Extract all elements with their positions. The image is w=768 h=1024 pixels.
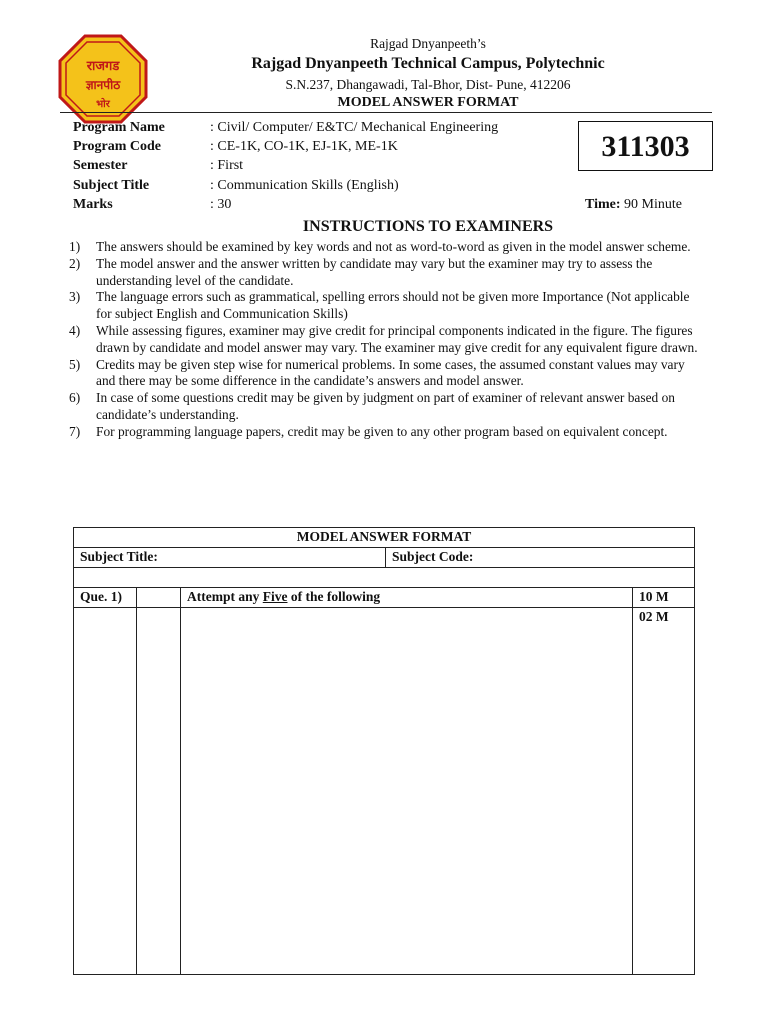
model-answer-table — [73, 527, 695, 975]
table-col-divider — [632, 587, 633, 975]
table-col-divider — [385, 547, 386, 567]
table-col-divider — [180, 587, 181, 975]
subject-title-value: : Communication Skills (English) — [210, 178, 399, 193]
table-subject-title-label: Subject Title: — [80, 549, 158, 564]
instruction-item: 4) While assessing figures, examiner may give credit for principal components indicated in the figure. The figures drawn by candidate and model answer may vary. The examiner may give credit for any equivalent figure drawn. — [69, 322, 698, 355]
document-title: MODEL ANSWER FORMAT — [337, 95, 519, 110]
table-row-divider — [74, 547, 694, 548]
question-text: Attempt any Five of the following — [187, 589, 381, 604]
institute-logo — [58, 34, 148, 124]
table-row-divider — [74, 607, 694, 608]
instructions-title: INSTRUCTIONS TO EXAMINERS — [302, 218, 554, 235]
svg-text:ज्ञानपीठ: ज्ञानपीठ — [85, 78, 121, 92]
marks-value: : 30 — [210, 197, 232, 212]
institute-address: S.N.237, Dhangawadi, Tal-Bhor, Dist- Pune, 412206 — [285, 77, 571, 92]
semester-label: Semester — [73, 158, 128, 173]
time-label: Time: — [585, 197, 621, 212]
sub-question-marks: 02 M — [639, 609, 669, 624]
table-col-divider — [136, 587, 137, 975]
table-title: MODEL ANSWER FORMAT — [296, 529, 472, 544]
instruction-item: 5) Credits may be given step wise for numerical problems. In some cases, the assumed constant values may vary and there may be some difference in the candidate’s answers and model answer. — [69, 356, 685, 389]
marks-label: Marks — [73, 197, 113, 212]
institute-superscript: Rajgad Dnyanpeeth’s — [370, 36, 486, 51]
header-divider — [60, 112, 712, 113]
instruction-item: 7) For programming language papers, credit may be given to any other program based on equivalent concept. — [69, 423, 668, 439]
institute-name: Rajgad Dnyanpeeth Technical Campus, Polytechnic — [251, 55, 605, 72]
instruction-item: 1) The answers should be examined by key words and not as word-to-word as given in the model answer scheme. — [69, 239, 691, 254]
table-subject-code-label: Subject Code: — [392, 549, 474, 564]
total-marks: 10 M — [639, 589, 669, 604]
program-name-value: : Civil/ Computer/ E&TC/ Mechanical Engineering — [210, 120, 499, 135]
instruction-item: 3) The language errors such as grammatical, spelling errors should not be given more Importance (Not applicable for subject English and Communication Skills) — [69, 289, 690, 322]
svg-text:राजगड: राजगड — [86, 59, 120, 74]
question-number: Que. 1) — [80, 589, 122, 604]
exam-time — [585, 197, 682, 213]
program-code-value: : CE-1K, CO-1K, EJ-1K, ME-1K — [210, 139, 398, 154]
semester-value: : First — [210, 158, 244, 173]
svg-text:भोर: भोर — [96, 99, 110, 110]
program-code-label: Program Code — [73, 139, 161, 154]
subject-code-box: 311303 — [578, 121, 713, 171]
subject-title-label: Subject Title — [73, 178, 150, 193]
instructions-list — [69, 239, 701, 441]
instruction-item: 6) In case of some questions credit may be given by judgment on part of examiner of relevant answer based on candidate’s understanding. — [69, 390, 675, 422]
instruction-item: 2) The model answer and the answer written by candidate may vary but the examiner may try to assess the understanding level of the candidate. — [69, 255, 653, 288]
table-row-divider — [74, 567, 694, 568]
table-row-divider — [74, 587, 694, 588]
time-value: 90 Minute — [620, 197, 682, 212]
program-name-label: Program Name — [73, 120, 165, 135]
